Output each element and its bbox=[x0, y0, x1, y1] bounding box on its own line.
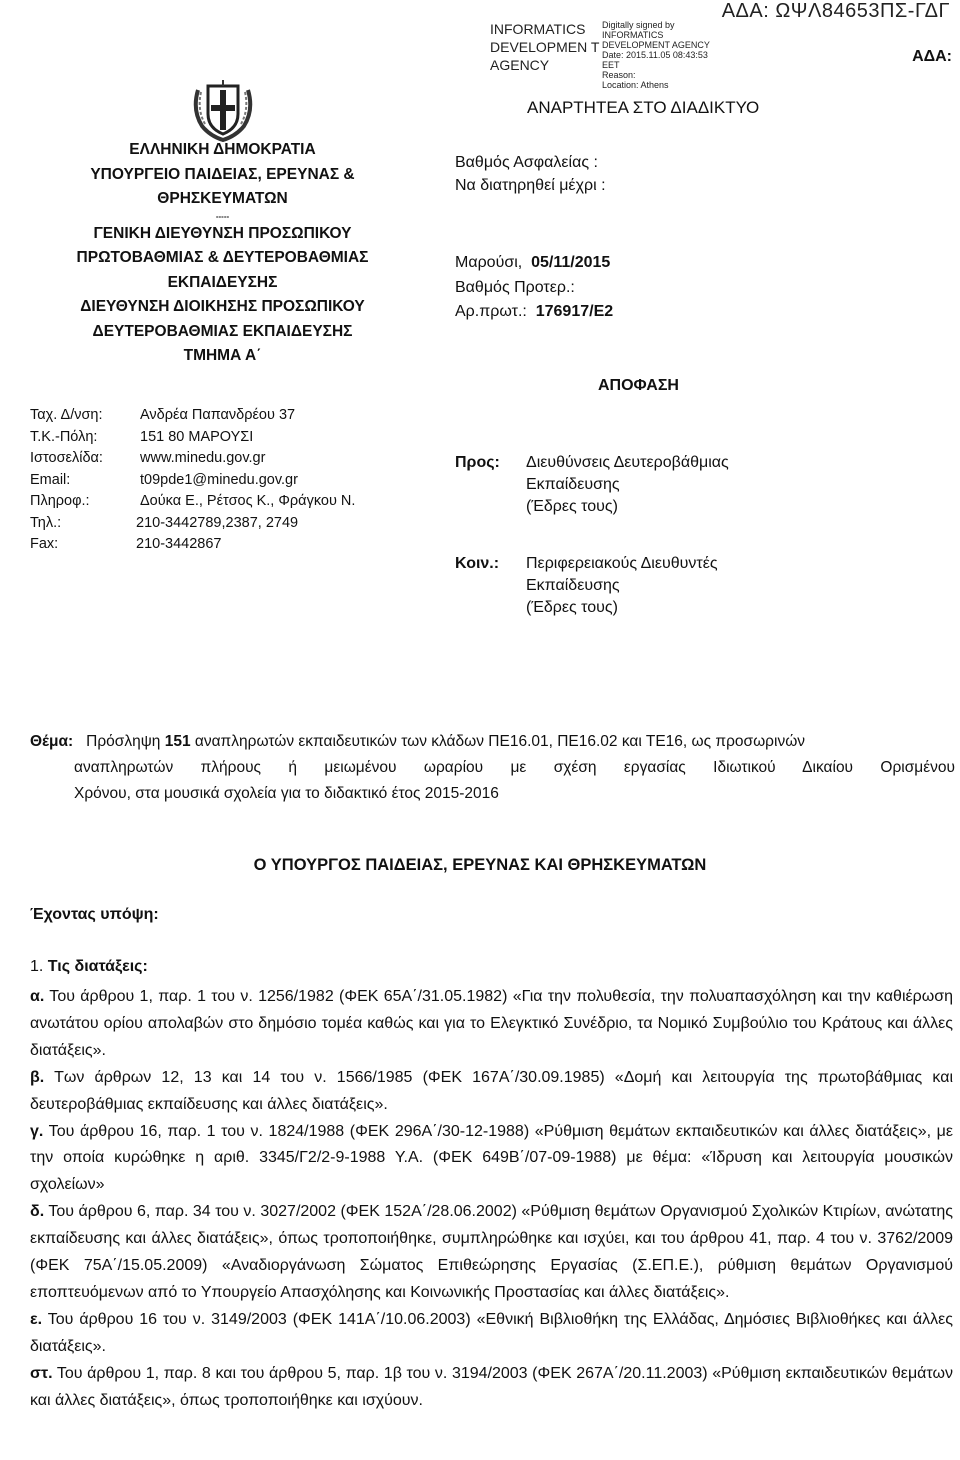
decision-title: ΑΠΟΦΑΣΗ bbox=[598, 377, 679, 394]
ministry-header bbox=[30, 138, 415, 369]
signature-line: Location: Athens bbox=[602, 80, 669, 90]
provision-letter: δ. bbox=[30, 1203, 45, 1221]
header-line: ΘΡΗΣΚΕΥΜΑΤΩΝ bbox=[157, 190, 288, 207]
cc-label: Κοιν.: bbox=[455, 555, 500, 572]
signature-line: EET bbox=[602, 60, 620, 70]
contact-value: 151 80 ΜΑΡΟΥΣΙ bbox=[140, 428, 254, 445]
contact-label: Τ.Κ.-Πόλη: bbox=[30, 428, 98, 445]
provision-text: Των άρθρων 12, 13 και 14 του ν. 1566/1985 (ΦΕΚ 167Α΄/30.09.1985) «Δομή και λειτουργία της πρωτοβάθμιας και δευτεροβάθμιας εκπαίδευσης και άλλες διατάξεις». bbox=[30, 1068, 953, 1113]
recipient-line: (Έδρες τους) bbox=[526, 498, 618, 515]
recipient-line: Εκπαίδευσης bbox=[526, 577, 620, 594]
recipient-line: Περιφερειακούς Διευθυντές bbox=[526, 555, 718, 572]
provision-item bbox=[30, 1361, 953, 1415]
contact-label: Email: bbox=[30, 471, 71, 488]
subject-text: αναπληρωτών εκπαιδευτικών των κλάδων ΠΕ16.01, ΠΕ16.02 και ΤΕ16, ως προσωρινών bbox=[190, 733, 806, 750]
cc-recipients bbox=[526, 553, 718, 619]
provision-text: Του άρθρου 16 του ν. 3149/2003 (ΦΕΚ 141Α΄/10.06.2003) «Εθνική Βιβλιοθήκη της Ελλάδας, Δημόσιες Βιβλιοθήκες και άλλες διατάξεις». bbox=[30, 1310, 954, 1355]
header-line: ΤΜΗΜΑ Α΄ bbox=[183, 347, 262, 364]
signer-name: INFORMATICS DEVELOPMEN T AGENCY bbox=[490, 21, 600, 73]
greek-state-emblem-icon bbox=[188, 80, 258, 142]
contact-label: Πληροφ.: bbox=[30, 493, 90, 509]
header-line: ΕΚΠΑΙΔΕΥΣΗΣ bbox=[167, 273, 278, 291]
to-recipients bbox=[526, 452, 729, 518]
provision-letter: β. bbox=[30, 1068, 45, 1086]
provision-text: Του άρθρου 16, παρ. 1 του ν. 1824/1988 (ΦΕΚ 296Α΄/30-12-1988) «Ρύθμιση θεμάτων εκπαιδευτικών και άλλες διατάξεις», με την οποία κυρώθηκε η αριθ. 3345/Γ2/2-9-1988 Υ.Α. (ΦΕΚ 649Β΄/07-09-1988) με θέμα: «Ίδρυση και λειτουργία μουσικών σχολείων» bbox=[30, 1122, 954, 1194]
recipient-line: Εκπαίδευσης bbox=[526, 476, 620, 493]
contact-label: Τηλ.: bbox=[30, 514, 62, 531]
protocol-value: 176917/Ε2 bbox=[535, 303, 614, 320]
contact-label: Fax: bbox=[30, 536, 59, 552]
subject-line: αναπληρωτών πλήρους ή μειωμένου ωραρίου με σχέση εργασίας Ιδιωτικού Δικαίου Ορισμένου bbox=[74, 759, 955, 776]
signature-line: INFORMATICS bbox=[602, 30, 664, 40]
place-date bbox=[455, 252, 610, 274]
digital-signature-details bbox=[602, 20, 732, 90]
subject bbox=[30, 729, 955, 807]
subject-line: Χρόνου, στα μουσικά σχολεία για το διδακτικό έτος 2015-2016 bbox=[74, 785, 499, 802]
header-line: ΓΕΝΙΚΗ ΔΙΕΥΘΥΝΣΗ ΠΡΟΣΩΠΙΚΟΥ bbox=[93, 224, 352, 242]
considering-heading: Έχοντας υπόψη: bbox=[30, 906, 159, 923]
contact-value: Ανδρέα Παπανδρέου 37 bbox=[140, 407, 296, 423]
security-classification: Βαθμός Ασφαλείας : bbox=[455, 154, 598, 171]
contact-label: Ταχ. Δ/νση: bbox=[30, 407, 103, 423]
protocol-label: Αρ.πρωτ.: bbox=[455, 303, 527, 320]
ada-code: ΑΔΑ: ΩΨΛ84653ΠΣ-ΓΔΓ bbox=[721, 0, 950, 22]
signature-line: Reason: bbox=[602, 70, 636, 80]
signature-line: Digitally signed by bbox=[602, 20, 675, 30]
minister-heading: Ο ΥΠΟΥΡΓΟΣ ΠΑΙΔΕΙΑΣ, ΕΡΕΥΝΑΣ ΚΑΙ ΘΡΗΣΚΕΥΜΑΤΩΝ bbox=[253, 856, 707, 874]
provision-item bbox=[30, 1065, 953, 1119]
subject-text: Πρόσληψη bbox=[86, 733, 165, 750]
posted-online-note: ΑΝΑΡΤΗΤΕΑ ΣΤΟ ΔΙΑΔΙΚΤΥΟ bbox=[527, 98, 760, 117]
provision-text: Του άρθρου 1, παρ. 1 του ν. 1256/1982 (ΦΕΚ 65Α΄/31.05.1982) «Για την πολυθεσία, την πολυαπασχόληση και την καθιέρωση ανωτάτου ορίου απολαβών στο δημόσιο τομέα καθώς και για το Ελεγκτικό Συνέδριο, τα Νομικό Συμβούλιο του Κράτους και άλλες διατάξεις». bbox=[30, 988, 954, 1059]
ada-label: ΑΔΑ: bbox=[912, 48, 952, 65]
place: Μαρούσι, bbox=[455, 254, 523, 271]
to-label: Προς: bbox=[455, 454, 500, 471]
header-line: ΔΕΥΤΕΡΟΒΑΘΜΙΑΣ ΕΚΠΑΙΔΕΥΣΗΣ bbox=[92, 322, 353, 340]
provisions-list bbox=[30, 984, 953, 1415]
contact-value: Δούκα Ε., Ρέτσος Κ., Φράγκου Ν. bbox=[140, 493, 356, 509]
signature-line: Date: 2015.11.05 08:43:53 bbox=[602, 50, 708, 60]
provision-item bbox=[30, 984, 953, 1065]
header-separator: ----- bbox=[215, 211, 230, 221]
recipient-line: Διευθύνσεις Δευτεροβάθμιας bbox=[526, 454, 729, 471]
provision-item bbox=[30, 1307, 953, 1361]
recipient-line: (Έδρες τους) bbox=[526, 599, 618, 616]
subject-line bbox=[30, 729, 955, 755]
email-link[interactable]: t09pde1@minedu.gov.gr bbox=[140, 471, 298, 488]
priority-label: Βαθμός Προτερ.: bbox=[455, 279, 575, 296]
provision-text: Του άρθρου 1, παρ. 8 και του άρθρου 5, παρ. 1β του ν. 3194/2003 (ΦΕΚ 267Α΄/20.11.2003) «Ρύθμιση εκπαιδευτικών θεμάτων και άλλες διατάξεις», όπως τροποποιήθηκε και ισχύουν. bbox=[30, 1364, 953, 1409]
provision-letter: στ. bbox=[30, 1364, 53, 1382]
provision-letter: γ. bbox=[30, 1122, 44, 1140]
header-line: ΥΠΟΥΡΓΕΙΟ ΠΑΙΔΕΙΑΣ, ΕΡΕΥΝΑΣ & bbox=[90, 165, 355, 183]
signature-line: DEVELOPMENT AGENCY bbox=[602, 40, 710, 50]
provision-item bbox=[30, 1199, 953, 1307]
provisions-title-text: Τις διατάξεις: bbox=[47, 958, 148, 975]
contact-value: 210-3442789,2387, 2749 bbox=[136, 514, 299, 531]
header-line: ΕΛΛΗΝΙΚΗ ΔΗΜΟΚΡΑΤΙΑ bbox=[129, 141, 316, 158]
provision-item bbox=[30, 1119, 953, 1200]
header-line: ΠΡΩΤΟΒΑΘΜΙΑΣ & ΔΕΥΤΕΡΟΒΑΘΜΙΑΣ bbox=[76, 249, 369, 266]
contact-label: Ιστοσελίδα: bbox=[30, 450, 103, 466]
provisions-title bbox=[30, 958, 148, 976]
subject-count: 151 bbox=[164, 733, 191, 750]
website-link[interactable]: www.minedu.gov.gr bbox=[140, 450, 266, 466]
retain-until: Να διατηρηθεί μέχρι : bbox=[455, 177, 606, 194]
provision-letter: ε. bbox=[30, 1310, 43, 1328]
provisions-number: 1. bbox=[30, 958, 44, 975]
subject-label: Θέμα: bbox=[30, 733, 74, 750]
protocol-number bbox=[455, 301, 613, 323]
provision-text: Του άρθρου 6, παρ. 34 του ν. 3027/2002 (ΦΕΚ 152Α΄/28.06.2002) «Ρύθμιση θεμάτων Οργανισμού Σχολικών Κτιρίων, ανώτατης εκπαίδευσης και άλλες διατάξεις», όπως τροποποιήθηκε, συμπληρώθηκε και ισχύει, και του άρθρου 41, παρ. 4 του ν. 3762/2009 (ΦΕΚ 75Α΄/15.05.2009) «Αναδιοργάνωση Σώματος Επιθεώρησης Εργασίας (Σ.ΕΠ.Ε.), ρύθμιση θεμάτων Οργανισμού εποπτευόμενων από το Υπουργείο Απασχόλησης και Κοινωνικής Προστασίας και άλλες διατάξεις». bbox=[30, 1203, 954, 1301]
header-line: ΔΙΕΥΘΥΝΣΗ ΔΙΟΙΚΗΣΗΣ ΠΡΟΣΩΠΙΚΟΥ bbox=[80, 298, 365, 315]
document-date: 05/11/2015 bbox=[531, 254, 611, 271]
provision-letter: α. bbox=[30, 988, 45, 1005]
contact-value: 210-3442867 bbox=[136, 536, 222, 552]
